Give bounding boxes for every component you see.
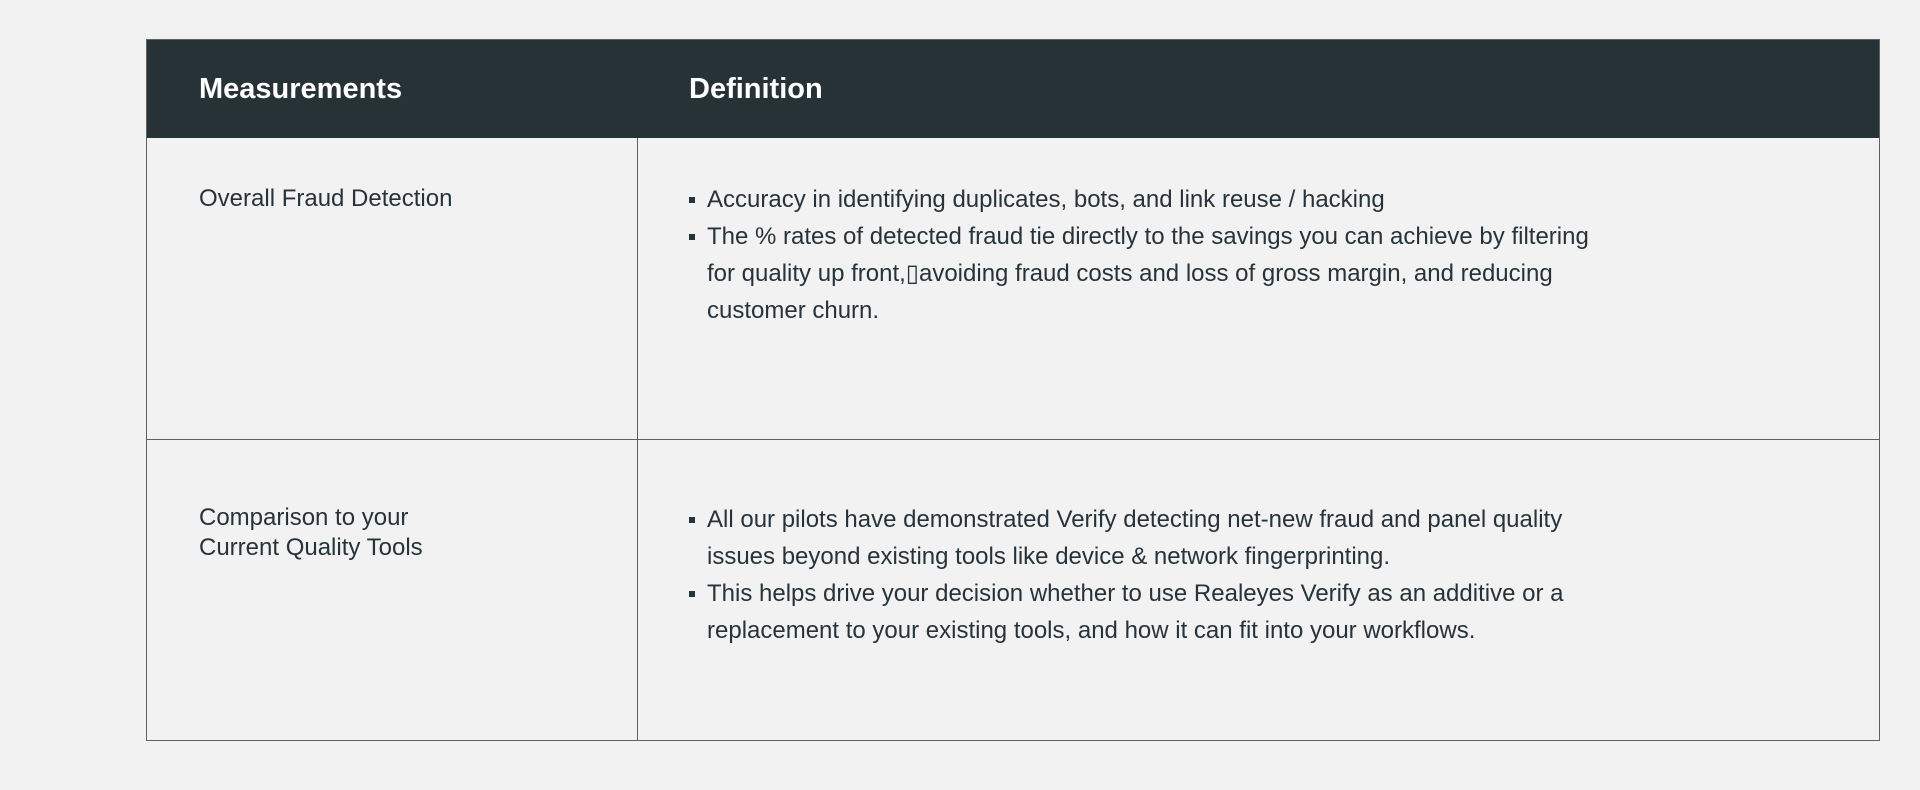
definition-text: The % rates of detected fraud tie directly to the savings you can achieve by filtering for quality up front,▯avoiding fraud costs and loss of gross margin, and reducing customer churn. xyxy=(707,223,1589,324)
definition-bullet xyxy=(689,218,1607,329)
definition-bullet xyxy=(689,575,1607,649)
square-bullet-icon xyxy=(689,197,695,203)
header-definition: Definition xyxy=(689,72,823,105)
square-bullet-icon xyxy=(689,234,695,240)
definition-text: This helps drive your decision whether to use Realeyes Verify as an additive or a replacement to your existing tools, and how it can fit into your workflows. xyxy=(707,580,1564,644)
definition-cell xyxy=(638,138,1879,439)
table-row xyxy=(147,138,1879,439)
measurements-table xyxy=(146,39,1880,741)
definition-bullet xyxy=(689,501,1607,575)
table-row xyxy=(147,439,1879,741)
measurement-name-line-1: Comparison to your xyxy=(199,504,409,531)
measurement-cell xyxy=(147,138,638,439)
definition-list xyxy=(689,181,1879,329)
definition-list xyxy=(689,501,1879,649)
header-measurements: Measurements xyxy=(199,72,403,105)
definition-text: All our pilots have demonstrated Verify detecting net-new fraud and panel quality issues beyond existing tools like device & network fingerprinting. xyxy=(707,506,1563,570)
table-header xyxy=(147,40,1879,138)
measurement-name: Overall Fraud Detection xyxy=(199,185,453,212)
definition-cell xyxy=(638,440,1879,741)
measurement-cell xyxy=(147,440,638,741)
definition-text: Accuracy in identifying duplicates, bots, and link reuse / hacking xyxy=(707,186,1385,213)
measurement-name-line-2: Current Quality Tools xyxy=(199,534,423,561)
square-bullet-icon xyxy=(689,517,695,523)
definition-bullet xyxy=(689,181,1607,218)
square-bullet-icon xyxy=(689,591,695,597)
